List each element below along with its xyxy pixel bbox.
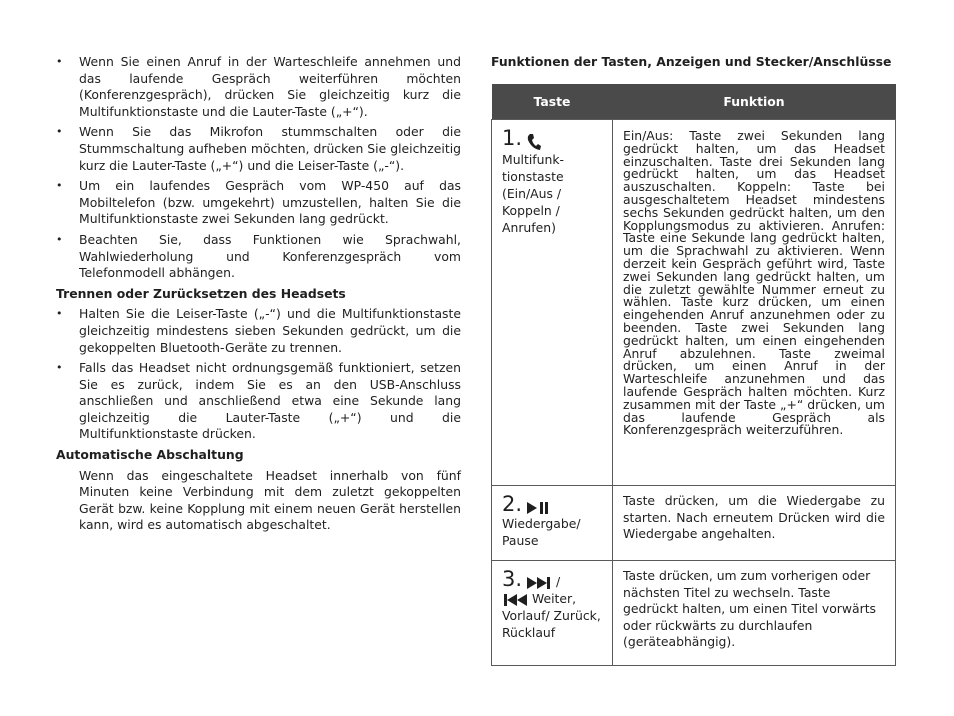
function-cell: Ein/Aus: Taste zwei Sekunden lang gedrückt halten, um das Headset einzuschalten. Taste drei Sekunden lang gedrückt halten, um das Headset auszuschalten. Koppeln: Taste bei ausgeschaltetem Headset mindestens sechs Sekunden gedrückt halten, um den Kopplungsmodus zu aktivieren. Anrufen: Taste eine Sekunde lang gedrückt halten, um die Sprachwahl zu aktivieren. Wenn derzeit kein Gespräch geführt wird, Taste zwei Sekunden lang gedrückt halten, um die zuletzt gewählte Nummer erneut zu wählen. Taste kurz drücken, um einen eingehenden Anruf anzunehmen oder zu beenden. Taste zwei Sekunden lang gedrückt halten, um einen eingehenden Anruf abzulehnen. Taste zweimal drücken, um einen Anruf in der Warteschleife anzunehmen und das laufende Gespräch halten möchten. Kurz zusammen mit der Taste „+“ drücken, um das laufende Gespräch als Konferenzgespräch weiterzuführen. (613, 120, 896, 486)
phone-icon (526, 133, 542, 151)
play-pause-icon (526, 501, 550, 515)
key-label-line (502, 590, 602, 607)
key-label-inline: Weiter, (531, 591, 577, 606)
list-item: • Um ein laufendes Gespräch vom WP-450 auf das Mobiltelefon (bzw. umgekehrt) umzustellen, halten Sie die Multifunktionstaste zwei Sekunden lang gedrückt. (56, 178, 461, 228)
table-row (492, 486, 896, 561)
table-title: Funktionen der Tasten, Anzeigen und Stecker/Anschlüsse (491, 54, 892, 69)
table-row (492, 120, 896, 486)
row-number: 1. (502, 126, 523, 150)
key-cell (492, 120, 613, 486)
key-label: Vorlauf/ Zurück, Rücklauf (502, 608, 601, 640)
list-item: • Wenn Sie einen Anruf in der Warteschleife annehmen und das laufende Gespräch weiterführen möchten (Konferenzgespräch), drücken Sie gleichzeitig kurz die Multifunktionstaste und die Lauter-Taste („+“). (56, 54, 461, 120)
icon-separator: / (555, 574, 561, 589)
key-label: Wiedergabe/ Pause (502, 516, 581, 548)
header-function: Funktion (613, 84, 896, 120)
key-cell (492, 486, 613, 561)
list-item: • Falls das Headset nicht ordnungsgemäß funktioniert, setzen Sie es zurück, indem Sie es an den USB-Anschluss anschließen und anschließend etwa eine Sekunde lang gleichzeitig die Lauter-Taste („+“) und die Multifunktionstaste drücken. (56, 360, 461, 443)
left-column (56, 54, 461, 534)
header-key: Taste (492, 84, 613, 120)
function-cell: Taste drücken, um zum vorherigen oder nächsten Titel zu wechseln. Taste gedrückt halten, um einen Titel vorwärts oder rückwärts zu durchlaufen (geräteabhängig). (613, 561, 896, 666)
skip-back-icon (502, 593, 528, 607)
table-row (492, 561, 896, 666)
key-cell (492, 561, 613, 666)
list-item: • Halten Sie die Leiser-Taste („-“) und die Multifunktionstaste gleichzeitig mindestens sieben Sekunden gedrückt, um die gekoppelten Bluetooth-Geräte zu trennen. (56, 306, 461, 356)
key-label: Multifunk-tionstaste (Ein/Aus / Koppeln / Anrufen) (502, 151, 565, 235)
heading-auto-off: Automatische Abschaltung (56, 447, 244, 463)
list-item: • Beachten Sie, dass Funktionen wie Sprachwahl, Wahlwiederholung und Konferenzgespräch vom Telefonmodell abhängen. (56, 232, 461, 282)
row-number: 3. (502, 567, 523, 591)
heading-reset: Trennen oder Zurücksetzen des Headsets (56, 285, 346, 301)
functions-table (491, 84, 896, 666)
table-header-row (492, 84, 896, 120)
function-cell: Taste drücken, um die Wiedergabe zu starten. Nach erneutem Drücken wird die Wiedergabe angehalten. (613, 486, 896, 561)
list-item: • Wenn Sie das Mikrofon stummschalten oder die Stummschaltung aufheben möchten, drücken Sie gleichzeitig kurz die Lauter-Taste („+“) und die Leiser-Taste („-“). (56, 124, 461, 174)
row-number: 2. (502, 492, 523, 516)
skip-forward-icon (526, 576, 552, 590)
auto-off-paragraph: Wenn das eingeschaltete Headset innerhalb von fünf Minuten keine Verbindung mit dem zuletzt gekoppelten Gerät bzw. keine Kopplung mit einem neuen Gerät herstellen kann, wird es automatisch abgeschaltet. (79, 467, 461, 533)
